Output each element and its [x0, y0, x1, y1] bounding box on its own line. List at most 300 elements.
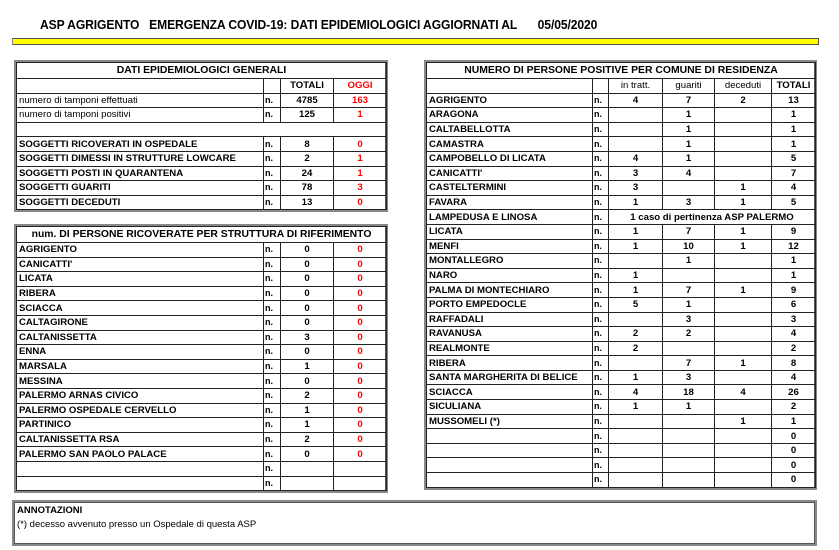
- hospital-name: CALTANISSETTA RSA: [17, 432, 264, 447]
- totali-value: 2: [772, 341, 816, 356]
- totali-value: 0: [281, 447, 334, 462]
- deceduti-value: [715, 327, 772, 342]
- municipality-name: CALTABELLOTTA: [427, 122, 593, 137]
- totali-value: 1: [772, 137, 816, 152]
- guariti-value: [663, 458, 715, 473]
- deceduti-value: [715, 443, 772, 458]
- unit-label: n.: [593, 268, 609, 283]
- hospital-name: CALTAGIRONE: [17, 315, 264, 330]
- guariti-value: [663, 443, 715, 458]
- annotation-text: (*) decesso avvenuto presso un Ospedale di questa ASP: [17, 519, 257, 530]
- spacer-row: [17, 122, 387, 137]
- guariti-value: 3: [663, 312, 715, 327]
- municipality-row: [427, 283, 816, 298]
- guariti-value: 7: [663, 224, 715, 239]
- hospital-name: AGRIGENTO: [17, 243, 264, 258]
- oggi-value: 0: [334, 359, 387, 374]
- col-totali: TOTALI: [772, 79, 816, 94]
- hospital-row: [17, 359, 387, 374]
- municipality-row: [427, 327, 816, 342]
- guariti-value: 1: [663, 137, 715, 152]
- deceduti-value: 1: [715, 356, 772, 371]
- oggi-value: 163: [334, 93, 387, 108]
- in-tratt-value: [609, 108, 663, 123]
- totali-value: 1: [772, 122, 816, 137]
- guariti-value: [663, 181, 715, 196]
- hospital-name: PALERMO SAN PAOLO PALACE: [17, 447, 264, 462]
- unit-label: n.: [593, 400, 609, 415]
- deceduti-value: [715, 429, 772, 444]
- in-tratt-value: 2: [609, 341, 663, 356]
- row-label: SOGGETTI DECEDUTI: [17, 195, 264, 210]
- hospital-row: [17, 330, 387, 345]
- in-tratt-value: [609, 414, 663, 429]
- oggi-value: 0: [334, 195, 387, 210]
- totali-value: 24: [281, 166, 334, 181]
- deceduti-value: 1: [715, 195, 772, 210]
- unit-label: n.: [593, 195, 609, 210]
- municipality-name: AGRIGENTO: [427, 93, 593, 108]
- deceduti-value: 1: [715, 283, 772, 298]
- deceduti-value: [715, 458, 772, 473]
- in-tratt-value: 1: [609, 370, 663, 385]
- hospital-name: CANICATTI': [17, 257, 264, 272]
- oggi-value: 1: [334, 151, 387, 166]
- in-tratt-value: 2: [609, 327, 663, 342]
- municipality-name: SICULIANA: [427, 400, 593, 415]
- guariti-value: 7: [663, 356, 715, 371]
- hospital-name: CALTANISSETTA: [17, 330, 264, 345]
- municipality-name: FAVARA: [427, 195, 593, 210]
- totali-value: 4785: [281, 93, 334, 108]
- oggi-value: 0: [334, 418, 387, 433]
- totali-value: [281, 476, 334, 491]
- totali-value: 3: [281, 330, 334, 345]
- unit-label: n.: [593, 137, 609, 152]
- hospital-row: [17, 432, 387, 447]
- hospital-row: [17, 418, 387, 433]
- annotations-title: ANNOTAZIONI: [17, 505, 83, 516]
- deceduti-value: [715, 108, 772, 123]
- unit-label: n.: [264, 315, 281, 330]
- deceduti-value: [715, 122, 772, 137]
- municipalities-table: [424, 60, 817, 490]
- hospitals-table: [14, 224, 388, 493]
- totali-value: 2: [772, 400, 816, 415]
- page-title: [40, 17, 597, 32]
- hospital-row: [17, 388, 387, 403]
- hospital-row: [17, 315, 387, 330]
- unit-label: n.: [593, 224, 609, 239]
- unit-label: n.: [264, 272, 281, 287]
- in-tratt-value: 4: [609, 385, 663, 400]
- col-deceduti: deceduti: [715, 79, 772, 94]
- municipality-row: [427, 195, 816, 210]
- oggi-value: 0: [334, 257, 387, 272]
- col-totali: TOTALI: [281, 79, 334, 94]
- unit-label: n.: [593, 356, 609, 371]
- totali-value: [281, 461, 334, 476]
- guariti-value: [663, 414, 715, 429]
- deceduti-value: 1: [715, 239, 772, 254]
- unit-label: n.: [593, 458, 609, 473]
- unit-label: n.: [264, 166, 281, 181]
- municipality-name: RIBERA: [427, 356, 593, 371]
- guariti-value: 1: [663, 108, 715, 123]
- oggi-value: 0: [334, 432, 387, 447]
- deceduti-value: 1: [715, 414, 772, 429]
- deceduti-value: [715, 341, 772, 356]
- guariti-value: 1: [663, 254, 715, 269]
- totali-value: 13: [281, 195, 334, 210]
- municipality-name: [427, 429, 593, 444]
- unit-label: n.: [593, 151, 609, 166]
- municipality-row: [427, 93, 816, 108]
- in-tratt-value: 1: [609, 239, 663, 254]
- oggi-value: 0: [334, 272, 387, 287]
- municipality-row: [427, 181, 816, 196]
- guariti-value: 1: [663, 151, 715, 166]
- deceduti-value: 2: [715, 93, 772, 108]
- col-guariti: guariti: [663, 79, 715, 94]
- oggi-value: 0: [334, 315, 387, 330]
- municipality-row: [427, 356, 816, 371]
- totali-value: 2: [281, 151, 334, 166]
- blank-cell: [427, 79, 593, 94]
- unit-label: n.: [264, 432, 281, 447]
- deceduti-value: [715, 473, 772, 488]
- unit-label: n.: [593, 341, 609, 356]
- hospital-row: [17, 272, 387, 287]
- unit-label: n.: [593, 312, 609, 327]
- unit-label: n.: [264, 243, 281, 258]
- row-label: SOGGETTI GUARITI: [17, 181, 264, 196]
- hospital-name: LICATA: [17, 272, 264, 287]
- deceduti-value: [715, 400, 772, 415]
- hospital-name: [17, 476, 264, 491]
- municipality-row: [427, 268, 816, 283]
- municipality-name: LAMPEDUSA E LINOSA: [427, 210, 593, 225]
- hospital-row: [17, 403, 387, 418]
- in-tratt-value: [609, 137, 663, 152]
- totali-value: 7: [772, 166, 816, 181]
- totali-value: 0: [281, 345, 334, 360]
- unit-label: n.: [264, 388, 281, 403]
- in-tratt-value: 1: [609, 400, 663, 415]
- municipality-name: [427, 473, 593, 488]
- unit-label: n.: [593, 385, 609, 400]
- unit-label: n.: [264, 137, 281, 152]
- in-tratt-value: 5: [609, 297, 663, 312]
- in-tratt-value: 4: [609, 93, 663, 108]
- unit-label: n.: [264, 257, 281, 272]
- oggi-value: 0: [334, 286, 387, 301]
- in-tratt-value: 1: [609, 283, 663, 298]
- annotations-box: [12, 500, 817, 546]
- municipality-name: CASTELTERMINI: [427, 181, 593, 196]
- hospital-name: SCIACCA: [17, 301, 264, 316]
- totali-value: 1: [772, 108, 816, 123]
- in-tratt-value: 1: [609, 224, 663, 239]
- deceduti-value: 4: [715, 385, 772, 400]
- deceduti-value: [715, 268, 772, 283]
- hospital-name: PARTINICO: [17, 418, 264, 433]
- in-tratt-value: [609, 312, 663, 327]
- in-tratt-value: [609, 122, 663, 137]
- unit-label: n.: [264, 151, 281, 166]
- totali-value: 9: [772, 283, 816, 298]
- municipality-row: [427, 122, 816, 137]
- guariti-value: 10: [663, 239, 715, 254]
- unit-label: n.: [593, 108, 609, 123]
- municipality-row: [427, 151, 816, 166]
- municipality-name: CANICATTI': [427, 166, 593, 181]
- unit-label: n.: [264, 286, 281, 301]
- deceduti-value: [715, 137, 772, 152]
- hospital-name: [17, 461, 264, 476]
- unit-label: n.: [593, 297, 609, 312]
- totali-value: 0: [281, 272, 334, 287]
- guariti-value: 1: [663, 297, 715, 312]
- guariti-value: 3: [663, 370, 715, 385]
- in-tratt-value: [609, 254, 663, 269]
- municipality-row: [427, 166, 816, 181]
- totali-value: 8: [281, 137, 334, 152]
- in-tratt-value: 3: [609, 166, 663, 181]
- deceduti-value: [715, 254, 772, 269]
- unit-label: n.: [593, 429, 609, 444]
- totali-value: 1: [772, 268, 816, 283]
- deceduti-value: 1: [715, 224, 772, 239]
- municipality-row: [427, 443, 816, 458]
- totali-value: 125: [281, 108, 334, 123]
- municipality-name: MONTALLEGRO: [427, 254, 593, 269]
- deceduti-value: [715, 151, 772, 166]
- totali-value: 3: [772, 312, 816, 327]
- guariti-value: 7: [663, 93, 715, 108]
- hospital-row: [17, 461, 387, 476]
- oggi-value: 3: [334, 181, 387, 196]
- general-title: DATI EPIDEMIOLOGICI GENERALI: [17, 63, 387, 79]
- unit-label: n.: [593, 327, 609, 342]
- hospitals-title: num. DI PERSONE RICOVERATE PER STRUTTURA DI RIFERIMENTO: [17, 227, 387, 243]
- unit-label: n.: [264, 181, 281, 196]
- oggi-value: 0: [334, 243, 387, 258]
- row-note: 1 caso di pertinenza ASP PALERMO: [609, 210, 816, 225]
- hospital-row: [17, 286, 387, 301]
- guariti-value: 4: [663, 166, 715, 181]
- totali-value: 13: [772, 93, 816, 108]
- unit-label: n.: [593, 473, 609, 488]
- totali-value: 8: [772, 356, 816, 371]
- in-tratt-value: 3: [609, 181, 663, 196]
- in-tratt-value: [609, 356, 663, 371]
- unit-label: n.: [593, 181, 609, 196]
- subject-row: [17, 151, 387, 166]
- municipality-name: RAVANUSA: [427, 327, 593, 342]
- totali-value: 2: [281, 432, 334, 447]
- in-tratt-value: [609, 473, 663, 488]
- guariti-value: 1: [663, 400, 715, 415]
- deceduti-value: 1: [715, 181, 772, 196]
- in-tratt-value: [609, 429, 663, 444]
- municipality-row: [427, 473, 816, 488]
- municipality-name: MUSSOMELI (*): [427, 414, 593, 429]
- totali-value: 0: [281, 301, 334, 316]
- municipality-row: [427, 254, 816, 269]
- col-in-tratt: in tratt.: [609, 79, 663, 94]
- unit-label: n.: [593, 239, 609, 254]
- unit-label: n.: [264, 301, 281, 316]
- totali-value: 2: [281, 388, 334, 403]
- oggi-value: 0: [334, 345, 387, 360]
- unit-label: n.: [593, 414, 609, 429]
- municipality-name: PORTO EMPEDOCLE: [427, 297, 593, 312]
- deceduti-value: [715, 297, 772, 312]
- oggi-value: 1: [334, 108, 387, 123]
- municipality-name: LICATA: [427, 224, 593, 239]
- unit-label: n.: [264, 359, 281, 374]
- oggi-value: 0: [334, 137, 387, 152]
- hospital-row: [17, 447, 387, 462]
- hospital-name: PALERMO ARNAS CIVICO: [17, 388, 264, 403]
- unit-label: n.: [264, 447, 281, 462]
- municipality-row: [427, 312, 816, 327]
- col-oggi: OGGI: [334, 79, 387, 94]
- totali-value: 1: [772, 414, 816, 429]
- in-tratt-value: 1: [609, 195, 663, 210]
- in-tratt-value: [609, 443, 663, 458]
- row-label: numero di tamponi positivi: [17, 108, 264, 123]
- blank-cell: [264, 79, 281, 94]
- unit-label: n.: [264, 93, 281, 108]
- subject-row: [17, 181, 387, 196]
- hospital-name: RIBERA: [17, 286, 264, 301]
- municipality-row: [427, 400, 816, 415]
- hospital-row: [17, 301, 387, 316]
- guariti-value: 1: [663, 122, 715, 137]
- in-tratt-value: 4: [609, 151, 663, 166]
- totali-value: 26: [772, 385, 816, 400]
- guariti-value: [663, 268, 715, 283]
- in-tratt-value: [609, 458, 663, 473]
- test-row: [17, 93, 387, 108]
- municipality-name: PALMA DI MONTECHIARO: [427, 283, 593, 298]
- unit-label: n.: [264, 403, 281, 418]
- municipality-name: CAMASTRA: [427, 137, 593, 152]
- municipalities-title: NUMERO DI PERSONE POSITIVE PER COMUNE DI RESIDENZA: [427, 63, 816, 79]
- unit-label: n.: [264, 345, 281, 360]
- row-label: SOGGETTI DIMESSI IN STRUTTURE LOWCARE: [17, 151, 264, 166]
- guariti-value: [663, 341, 715, 356]
- deceduti-value: [715, 370, 772, 385]
- unit-label: n.: [593, 93, 609, 108]
- municipality-row: [427, 224, 816, 239]
- municipality-row: [427, 297, 816, 312]
- municipality-name: NARO: [427, 268, 593, 283]
- unit-label: n.: [593, 254, 609, 269]
- row-label: numero di tamponi effettuati: [17, 93, 264, 108]
- blank-cell: [17, 122, 387, 137]
- guariti-value: [663, 429, 715, 444]
- unit-label: n.: [593, 370, 609, 385]
- guariti-value: 7: [663, 283, 715, 298]
- row-label: SOGGETTI POSTI IN QUARANTENA: [17, 166, 264, 181]
- row-label: SOGGETTI RICOVERATI IN OSPEDALE: [17, 137, 264, 152]
- municipality-name: RAFFADALI: [427, 312, 593, 327]
- totali-value: 5: [772, 151, 816, 166]
- municipality-row: [427, 385, 816, 400]
- oggi-value: [334, 461, 387, 476]
- unit-label: n.: [264, 374, 281, 389]
- deceduti-value: [715, 312, 772, 327]
- hospital-row: [17, 345, 387, 360]
- municipality-name: [427, 443, 593, 458]
- blank-cell: [593, 79, 609, 94]
- blank-cell: [17, 79, 264, 94]
- totali-value: 78: [281, 181, 334, 196]
- unit-label: n.: [593, 166, 609, 181]
- totali-value: 6: [772, 297, 816, 312]
- municipality-name: CAMPOBELLO DI LICATA: [427, 151, 593, 166]
- municipality-row: [427, 239, 816, 254]
- subject-row: [17, 195, 387, 210]
- unit-label: n.: [264, 418, 281, 433]
- totali-value: 0: [772, 443, 816, 458]
- unit-label: n.: [593, 283, 609, 298]
- totali-value: 0: [281, 374, 334, 389]
- municipality-name: MENFI: [427, 239, 593, 254]
- oggi-value: [334, 476, 387, 491]
- totali-value: 5: [772, 195, 816, 210]
- totali-value: 0: [772, 429, 816, 444]
- totali-value: 0: [281, 286, 334, 301]
- unit-label: n.: [264, 461, 281, 476]
- totali-value: 12: [772, 239, 816, 254]
- guariti-value: 3: [663, 195, 715, 210]
- title-text: ASP AGRIGENTO EMERGENZA COVID-19: DATI EPIDEMIOLOGICI AGGIORNATI AL: [40, 17, 518, 32]
- hospital-name: ENNA: [17, 345, 264, 360]
- municipality-row: [427, 458, 816, 473]
- totali-value: 0: [281, 243, 334, 258]
- hospital-name: MESSINA: [17, 374, 264, 389]
- municipality-row: [427, 137, 816, 152]
- totali-value: 1: [281, 359, 334, 374]
- municipality-row: [427, 210, 816, 225]
- totali-value: 4: [772, 370, 816, 385]
- guariti-value: [663, 473, 715, 488]
- unit-label: n.: [264, 108, 281, 123]
- hospital-row: [17, 243, 387, 258]
- unit-label: n.: [264, 195, 281, 210]
- title-underline: [12, 38, 819, 45]
- oggi-value: 0: [334, 330, 387, 345]
- totali-value: 9: [772, 224, 816, 239]
- municipality-name: REALMONTE: [427, 341, 593, 356]
- hospital-row: [17, 476, 387, 491]
- oggi-value: 0: [334, 301, 387, 316]
- subject-row: [17, 166, 387, 181]
- subject-row: [17, 137, 387, 152]
- unit-label: n.: [593, 210, 609, 225]
- municipality-row: [427, 414, 816, 429]
- oggi-value: 0: [334, 447, 387, 462]
- totali-value: 0: [772, 473, 816, 488]
- municipality-row: [427, 341, 816, 356]
- oggi-value: 1: [334, 166, 387, 181]
- totali-value: 0: [772, 458, 816, 473]
- totali-value: 0: [281, 315, 334, 330]
